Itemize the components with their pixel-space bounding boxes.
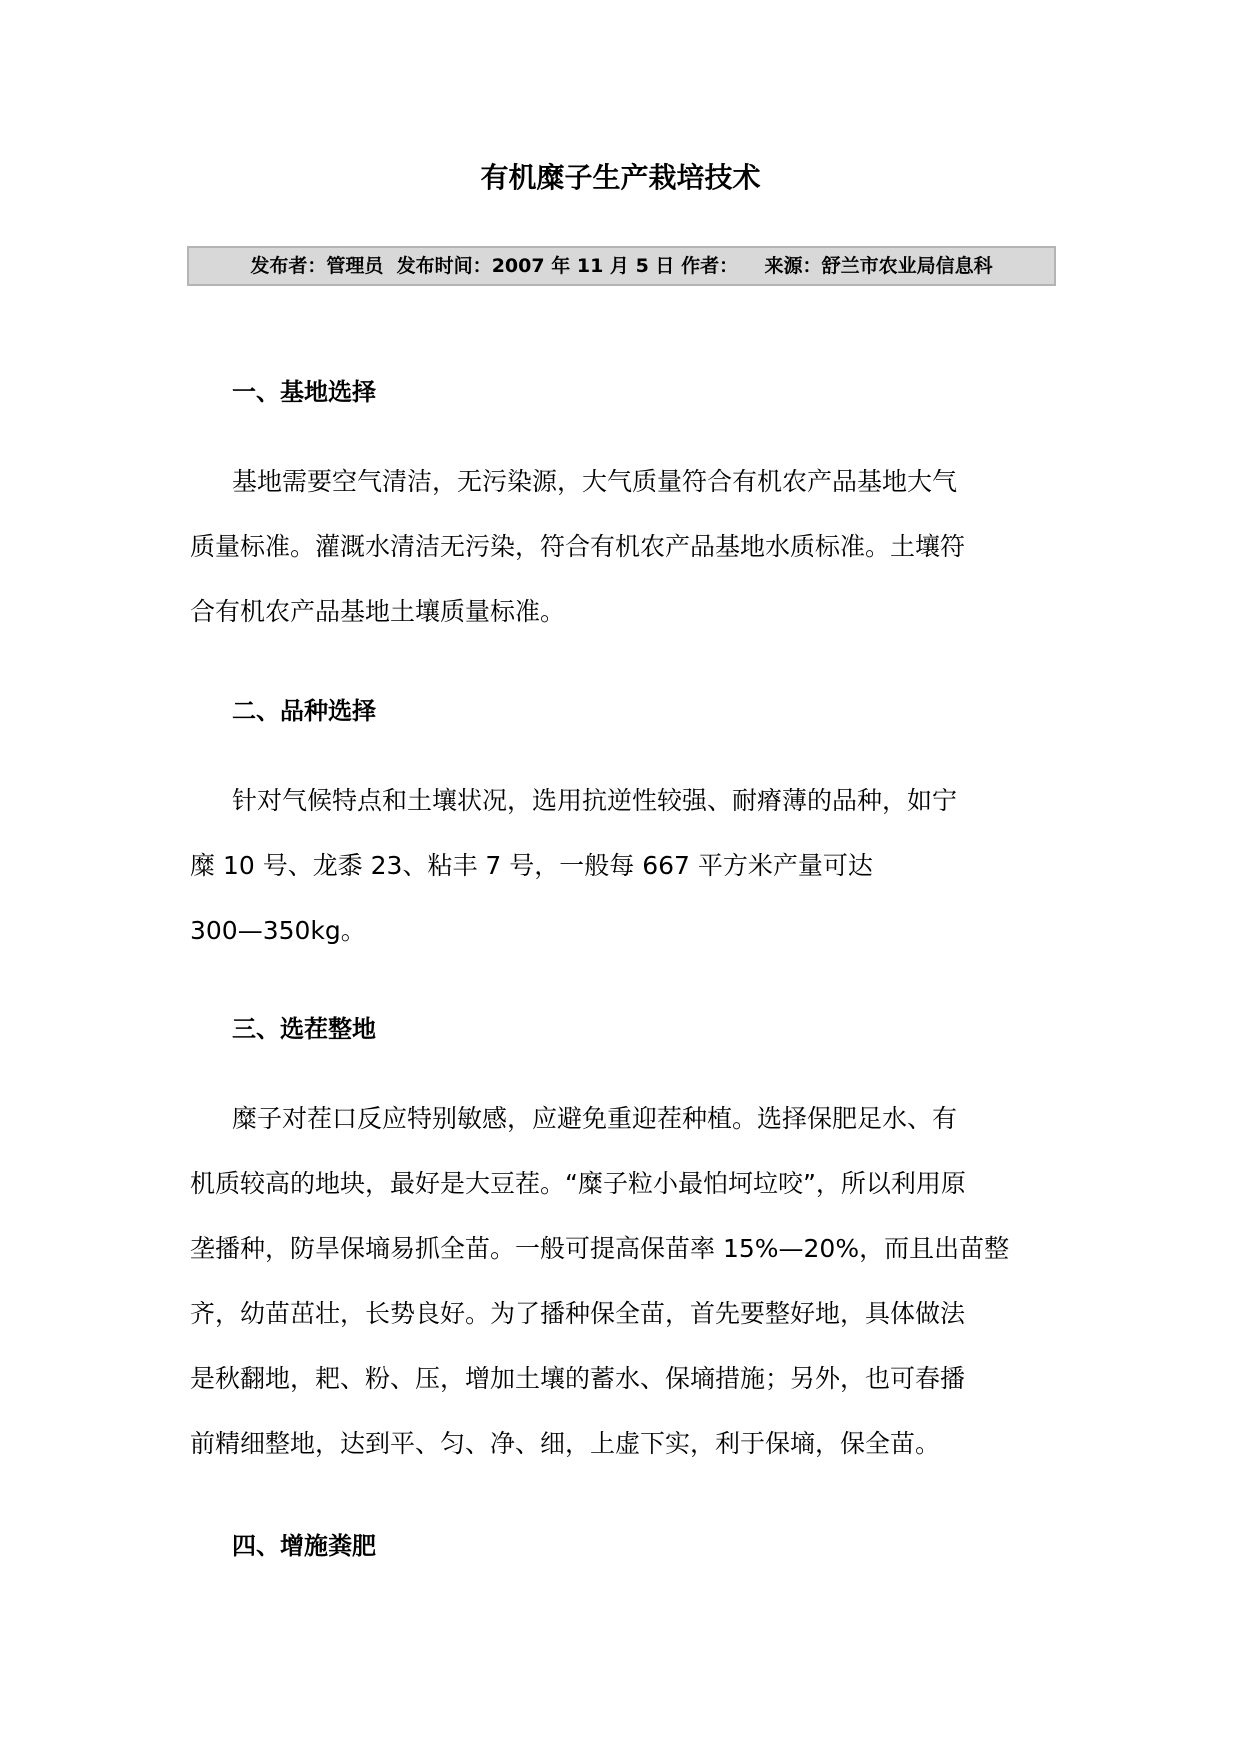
publisher-value: 管理员 <box>326 255 384 277</box>
paragraph-line: 糜 10 号、龙黍 23、粘丰 7 号，一般每 667 平方米产量可达 <box>190 851 873 880</box>
section-heading-site-selection: 一、基地选择 <box>232 378 376 406</box>
section-body-variety-selection <box>190 768 1056 963</box>
paragraph-line: 质量标准。灌溉水清洁无污染，符合有机农产品基地水质标准。土壤符 <box>190 532 966 561</box>
paragraph-line: 是秋翻地，耙、粉、压，增加土壤的蓄水、保墒措施；另外，也可春播 <box>190 1364 966 1393</box>
paragraph-line: 前精细整地，达到平、匀、净、细，上虚下实，利于保墒，保全苗。 <box>190 1429 941 1458</box>
publish-year-unit: 年 <box>551 255 571 277</box>
section-heading-variety-selection: 二、品种选择 <box>232 697 376 725</box>
publish-month: 11 <box>576 255 604 277</box>
publish-time-label: 发布时间： <box>396 255 492 277</box>
section-body-stubble-land-prep <box>190 1086 1056 1476</box>
publisher-label: 发布者： <box>250 255 327 277</box>
source-label: 来源： <box>764 255 822 277</box>
section-body-site-selection <box>190 449 1056 644</box>
paragraph-line: 糜子对茬口反应特别敏感，应避免重迎茬种植。选择保肥足水、有 <box>232 1104 958 1133</box>
publish-month-unit: 月 <box>609 255 629 277</box>
paragraph-line: 垄播种，防旱保墒易抓全苗。一般可提高保苗率 15%—20%，而且出苗整 <box>190 1234 1010 1263</box>
paragraph-line: 合有机农产品基地土壤质量标准。 <box>190 597 566 626</box>
publish-year: 2007 <box>491 255 545 277</box>
page-title: 有机糜子生产栽培技术 <box>480 161 761 194</box>
paragraph-line: 300—350kg。 <box>190 916 366 945</box>
article-meta-bar <box>187 246 1056 286</box>
author-label: 作者： <box>681 255 739 277</box>
paragraph-line: 基地需要空气清洁，无污染源，大气质量符合有机农产品基地大气 <box>232 467 958 496</box>
publish-day-unit: 日 <box>655 255 675 277</box>
publish-day: 5 <box>635 255 649 277</box>
paragraph-line: 齐，幼苗茁壮，长势良好。为了播种保全苗，首先要整好地，具体做法 <box>190 1299 966 1328</box>
paragraph-line: 针对气候特点和土壤状况，选用抗逆性较强、耐瘠薄的品种，如宁 <box>232 786 958 815</box>
paragraph-line: 机质较高的地块，最好是大豆茬。“糜子粒小最怕坷垃咬”，所以利用原 <box>190 1169 966 1198</box>
section-heading-manure-application: 四、增施粪肥 <box>232 1532 376 1560</box>
section-heading-stubble-land-prep: 三、选茬整地 <box>232 1015 376 1043</box>
source-value: 舒兰市农业局信息科 <box>821 255 993 277</box>
